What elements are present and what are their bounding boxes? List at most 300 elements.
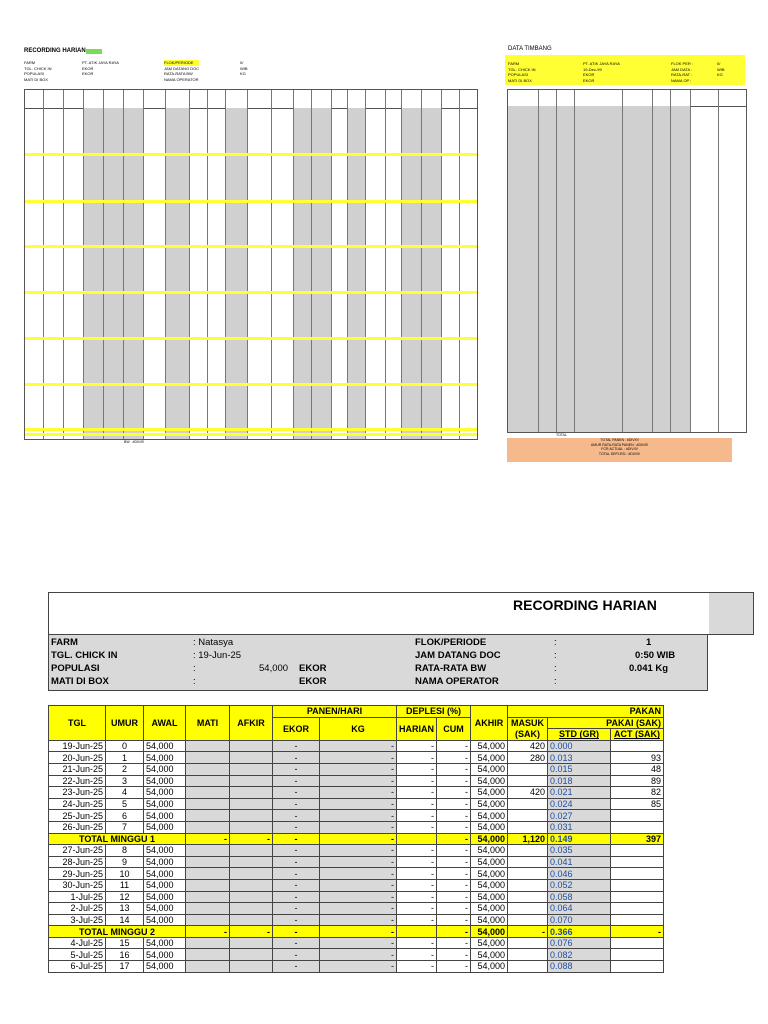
cell-afkir[interactable] [230,856,273,868]
cell-act[interactable]: - [611,926,664,938]
total-row [49,833,664,845]
table-row [49,891,664,903]
col-cum: CUM [437,717,471,740]
cell-umur[interactable]: 16 [106,949,144,961]
cell-mati[interactable] [186,775,230,787]
cell-ekor[interactable]: - [273,949,320,961]
thumb-summary-box: TOTAL PANEN : #DIV/0! UMUR RATA-RATA PANEN : #DIV/0! FCR ACTUAL : #DIV/0! TOTAL DEPLESI : #DIV/0! [507,438,732,462]
cell-tgl[interactable]: 1-Jul-25 [49,891,106,903]
cell-ekor[interactable]: - [273,961,320,973]
cell-kg[interactable]: - [320,833,397,845]
cell-ekor[interactable]: - [273,879,320,891]
table-row [49,914,664,926]
cell-tgl[interactable]: 4-Jul-25 [49,937,106,949]
cell-masuk[interactable] [508,937,548,949]
sheet-header [48,592,754,635]
cell-afkir[interactable] [230,879,273,891]
cell-tgl[interactable]: 6-Jul-25 [49,961,106,973]
col-pakai: PAKAI (SAK) [548,717,664,729]
cell-afkir[interactable] [230,845,273,857]
cell-harian[interactable]: - [397,868,437,880]
cell-akhir[interactable]: 54,000 [471,868,508,880]
cell-std[interactable]: 0.024 [548,798,611,810]
thumb-title: RECORDING HARIAN [24,48,86,54]
cell-afkir[interactable]: - [230,833,273,845]
cell-mati[interactable] [186,798,230,810]
cell-cum[interactable]: - [437,903,471,915]
cell-umur[interactable]: 5 [106,798,144,810]
table-row [49,821,664,833]
cell-masuk[interactable] [508,845,548,857]
cell-cum[interactable]: - [437,926,471,938]
cell-afkir[interactable] [230,752,273,764]
cell-ekor[interactable]: - [273,856,320,868]
cell-harian[interactable]: - [397,891,437,903]
cell-ekor[interactable]: - [273,798,320,810]
cell-cum[interactable]: - [437,914,471,926]
cell-masuk[interactable] [508,821,548,833]
cell-act[interactable] [611,879,664,891]
cell-afkir[interactable] [230,891,273,903]
col-panen: PANEN/HARI [273,706,397,718]
cell-act[interactable] [611,937,664,949]
cell-akhir[interactable]: 54,000 [471,752,508,764]
cell-afkir[interactable] [230,949,273,961]
cell-act[interactable] [611,949,664,961]
cell-mati[interactable] [186,891,230,903]
cell-harian[interactable]: - [397,949,437,961]
cell-ekor[interactable]: - [273,937,320,949]
cell-afkir[interactable] [230,868,273,880]
cell-std[interactable]: 0.046 [548,868,611,880]
cell-harian[interactable]: - [397,845,437,857]
cell-masuk[interactable] [508,879,548,891]
cell-kg[interactable]: - [320,856,397,868]
col-umur: UMUR [106,706,144,741]
cell-std[interactable]: 0.058 [548,891,611,903]
cell-std[interactable]: 0.015 [548,763,611,775]
cell-harian[interactable]: - [397,798,437,810]
cell-awal[interactable]: 54,000 [144,752,186,764]
cell-std[interactable]: 0.018 [548,775,611,787]
cell-afkir[interactable] [230,961,273,973]
cell-afkir[interactable] [230,810,273,822]
cell-cum[interactable]: - [437,763,471,775]
cell-masuk[interactable] [508,775,548,787]
cell-ekor[interactable]: - [273,914,320,926]
cell-awal[interactable]: 54,000 [144,856,186,868]
cell-ekor[interactable]: - [273,821,320,833]
cell-masuk[interactable] [508,961,548,973]
cell-masuk[interactable] [508,891,548,903]
thumb-meta-mid-values: 0/ WIB KG [240,60,248,77]
cell-cum[interactable]: - [437,891,471,903]
cell-kg[interactable]: - [320,879,397,891]
cell-kg[interactable]: - [320,798,397,810]
cell-tgl[interactable]: 27-Jun-25 [49,845,106,857]
cell-akhir[interactable]: 54,000 [471,833,508,845]
cell-akhir[interactable]: 54,000 [471,787,508,799]
cell-mati[interactable] [186,845,230,857]
table-row [49,961,664,973]
cell-masuk[interactable] [508,856,548,868]
cell-harian[interactable]: - [397,821,437,833]
cell-awal[interactable]: 54,000 [144,787,186,799]
cell-mati[interactable] [186,961,230,973]
cell-awal[interactable]: 54,000 [144,903,186,915]
cell-awal[interactable]: 54,000 [144,775,186,787]
jam-doc-label: JAM DATANG DOC [415,650,501,661]
cell-harian[interactable]: - [397,740,437,752]
cell-ekor[interactable]: - [273,891,320,903]
cell-std[interactable]: 0.013 [548,752,611,764]
cell-afkir[interactable] [230,740,273,752]
rata-bw-label: RATA-RATA BW [415,663,487,674]
cell-kg[interactable]: - [320,949,397,961]
cell-kg[interactable]: - [320,740,397,752]
cell-harian[interactable]: - [397,914,437,926]
cell-akhir[interactable]: 54,000 [471,879,508,891]
cell-afkir[interactable] [230,937,273,949]
cell-masuk[interactable]: 420 [508,787,548,799]
cell-kg[interactable]: - [320,868,397,880]
cell-cum[interactable]: - [437,868,471,880]
cell-akhir[interactable]: 54,000 [471,810,508,822]
cell-act[interactable] [611,821,664,833]
cell-akhir[interactable]: 54,000 [471,763,508,775]
thumb-main-grid [24,89,478,440]
thumb-right-total: TOTAL [556,433,567,437]
col-akhir: AKHIR [471,706,508,741]
cell-ekor[interactable]: - [273,833,320,845]
cell-mati[interactable] [186,868,230,880]
cell-std[interactable]: 0.035 [548,845,611,857]
cell-akhir[interactable]: 54,000 [471,891,508,903]
cell-mati[interactable] [186,752,230,764]
cell-akhir[interactable]: 54,000 [471,856,508,868]
cell-cum[interactable]: - [437,961,471,973]
cell-awal[interactable]: 54,000 [144,879,186,891]
cell-act[interactable]: 93 [611,752,664,764]
cell-ekor[interactable]: - [273,763,320,775]
thumb-right-title: DATA TIMBANG [508,46,552,52]
cell-ekor[interactable]: - [273,740,320,752]
cell-afkir[interactable] [230,903,273,915]
cell-harian[interactable]: - [397,787,437,799]
cell-tgl[interactable]: 22-Jun-25 [49,775,106,787]
cell-std[interactable]: 0.366 [548,926,611,938]
cell-act[interactable] [611,856,664,868]
thumb-right-grid [507,89,747,433]
table-row [49,740,664,752]
cell-harian[interactable] [397,833,437,845]
cell-umur[interactable]: 0 [106,740,144,752]
cell-awal[interactable]: 54,000 [144,891,186,903]
cell-awal[interactable]: 54,000 [144,868,186,880]
cell-awal[interactable]: 54,000 [144,740,186,752]
cell-tgl[interactable]: 25-Jun-25 [49,810,106,822]
cell-akhir[interactable]: 54,000 [471,775,508,787]
mati-box-label: MATI DI BOX [51,676,109,687]
cell-masuk[interactable] [508,914,548,926]
cell-tgl[interactable]: 2-Jul-25 [49,903,106,915]
cell-tgl[interactable]: 5-Jul-25 [49,949,106,961]
farm-value: : Natasya [193,637,234,648]
cell-akhir[interactable]: 54,000 [471,845,508,857]
cell-afkir[interactable] [230,914,273,926]
cell-umur[interactable]: 15 [106,937,144,949]
cell-std[interactable]: 0.031 [548,821,611,833]
cell-std[interactable]: 0.070 [548,914,611,926]
cell-mati[interactable]: - [186,833,230,845]
cell-std[interactable]: 0.041 [548,856,611,868]
cell-awal[interactable]: 54,000 [144,821,186,833]
cell-act[interactable]: 82 [611,787,664,799]
cell-kg[interactable]: - [320,752,397,764]
cell-akhir[interactable]: 54,000 [471,914,508,926]
cell-afkir[interactable] [230,763,273,775]
cell-mati[interactable] [186,903,230,915]
sheet-info-block: FARM : Natasya TGL. CHICK IN : 19-Jun-25 POPULASI : 54,000 EKOR MATI DI BOX : EKOR FLOK/PERIODE : 1 JAM DATANG DOC : 0:50 WIB RATA-RATA BW : 0.041 Kg NAMA OPERATOR : [48,635,708,691]
cell-harian[interactable]: - [397,937,437,949]
cell-umur[interactable]: 10 [106,868,144,880]
cell-afkir[interactable] [230,798,273,810]
cell-kg[interactable]: - [320,926,397,938]
cell-kg[interactable]: - [320,961,397,973]
col-std: STD (GR) [548,729,611,741]
cell-mati[interactable] [186,763,230,775]
cell-cum[interactable]: - [437,740,471,752]
col-masuk: MASUK (SAK) [508,717,548,740]
cell-ekor[interactable]: - [273,903,320,915]
cell-umur[interactable]: 12 [106,891,144,903]
table-row [49,798,664,810]
cell-mati[interactable] [186,856,230,868]
cell-kg[interactable]: - [320,845,397,857]
cell-std[interactable]: 0.052 [548,879,611,891]
cell-harian[interactable]: - [397,763,437,775]
cell-akhir[interactable]: 54,000 [471,821,508,833]
cell-kg[interactable]: - [320,763,397,775]
cell-awal[interactable]: 54,000 [144,949,186,961]
recording-table-body [49,740,664,972]
cell-act[interactable] [611,810,664,822]
cell-umur[interactable]: 2 [106,763,144,775]
cell-tgl[interactable]: 30-Jun-25 [49,879,106,891]
cell-ekor[interactable]: - [273,810,320,822]
cell-act[interactable] [611,914,664,926]
cell-masuk[interactable] [508,763,548,775]
cell-total-label: TOTAL MINGGU 1 [49,833,186,845]
cell-umur[interactable]: 8 [106,845,144,857]
cell-act[interactable]: 397 [611,833,664,845]
cell-tgl[interactable]: 26-Jun-25 [49,821,106,833]
cell-masuk[interactable]: 420 [508,740,548,752]
cell-harian[interactable]: - [397,856,437,868]
chick-in-value: : 19-Jun-25 [193,650,242,661]
cell-mati[interactable] [186,821,230,833]
cell-kg[interactable]: - [320,810,397,822]
cell-cum[interactable]: - [437,879,471,891]
cell-awal[interactable]: 54,000 [144,961,186,973]
cell-cum[interactable]: - [437,752,471,764]
cell-act[interactable]: 85 [611,798,664,810]
cell-awal[interactable]: 54,000 [144,914,186,926]
cell-tgl[interactable]: 23-Jun-25 [49,787,106,799]
thumb-title-highlight [86,49,102,54]
rata-bw-value: 0.041 Kg [629,663,669,674]
cell-harian[interactable]: - [397,903,437,915]
cell-kg[interactable]: - [320,787,397,799]
cell-act[interactable] [611,961,664,973]
cell-tgl[interactable]: 3-Jul-25 [49,914,106,926]
cell-awal[interactable]: 54,000 [144,937,186,949]
cell-umur[interactable]: 1 [106,752,144,764]
cell-harian[interactable]: - [397,961,437,973]
cell-akhir[interactable]: 54,000 [471,740,508,752]
cell-act[interactable] [611,868,664,880]
cell-tgl[interactable]: 24-Jun-25 [49,798,106,810]
cell-cum[interactable]: - [437,821,471,833]
cell-harian[interactable]: - [397,879,437,891]
thumb-foot-note: BW #DIV/0! [124,440,145,444]
cell-harian[interactable]: - [397,752,437,764]
total-row [49,926,664,938]
cell-umur[interactable]: 13 [106,903,144,915]
cell-cum[interactable]: - [437,845,471,857]
cell-mati[interactable]: - [186,926,230,938]
cell-tgl[interactable]: 28-Jun-25 [49,856,106,868]
cell-awal[interactable]: 54,000 [144,845,186,857]
cell-act[interactable] [611,891,664,903]
cell-mati[interactable] [186,810,230,822]
cell-mati[interactable] [186,914,230,926]
cell-act[interactable] [611,845,664,857]
table-row [49,868,664,880]
cell-act[interactable] [611,903,664,915]
thumb-meta-left: FARM TGL. CHICK IN POPULASI MATI DI BOX [24,60,52,82]
cell-tgl[interactable]: 20-Jun-25 [49,752,106,764]
cell-kg[interactable]: - [320,914,397,926]
chick-in-label: TGL. CHICK IN [51,650,118,661]
cell-ekor[interactable]: - [273,845,320,857]
cell-mati[interactable] [186,879,230,891]
cell-awal[interactable]: 54,000 [144,810,186,822]
cell-afkir[interactable] [230,821,273,833]
cell-awal[interactable]: 54,000 [144,798,186,810]
cell-act[interactable] [611,740,664,752]
cell-std[interactable]: 0.027 [548,810,611,822]
cell-cum[interactable]: - [437,856,471,868]
cell-ekor[interactable]: - [273,752,320,764]
cell-akhir[interactable]: 54,000 [471,798,508,810]
cell-std[interactable]: 0.064 [548,903,611,915]
cell-masuk[interactable] [508,810,548,822]
cell-std[interactable]: 0.021 [548,787,611,799]
col-harian: HARIAN [397,717,437,740]
cell-cum[interactable]: - [437,949,471,961]
col-kg: KG [320,717,397,740]
cell-mati[interactable] [186,740,230,752]
cell-ekor[interactable]: - [273,926,320,938]
cell-cum[interactable]: - [437,798,471,810]
cell-umur[interactable]: 4 [106,787,144,799]
cell-ekor[interactable]: - [273,775,320,787]
cell-mati[interactable] [186,937,230,949]
cell-kg[interactable]: - [320,903,397,915]
cell-umur[interactable]: 3 [106,775,144,787]
cell-masuk[interactable] [508,868,548,880]
table-row [49,949,664,961]
cell-tgl[interactable]: 19-Jun-25 [49,740,106,752]
cell-masuk[interactable] [508,798,548,810]
cell-akhir[interactable]: 54,000 [471,949,508,961]
cell-act[interactable]: 48 [611,763,664,775]
cell-masuk[interactable] [508,949,548,961]
cell-act[interactable]: 89 [611,775,664,787]
cell-afkir[interactable]: - [230,926,273,938]
cell-ekor[interactable]: - [273,787,320,799]
cell-std[interactable]: 0.082 [548,949,611,961]
sheet-title: RECORDING HARIAN [513,597,657,613]
cell-umur[interactable]: 9 [106,856,144,868]
cell-kg[interactable]: - [320,821,397,833]
cell-cum[interactable]: - [437,775,471,787]
cell-umur[interactable]: 17 [106,961,144,973]
table-row [49,763,664,775]
cell-afkir[interactable] [230,775,273,787]
cell-cum[interactable]: - [437,787,471,799]
cell-masuk[interactable] [508,903,548,915]
cell-kg[interactable]: - [320,937,397,949]
cell-cum[interactable]: - [437,937,471,949]
cell-mati[interactable] [186,787,230,799]
cell-std[interactable]: 0.088 [548,961,611,973]
cell-masuk[interactable]: - [508,926,548,938]
cell-std[interactable]: 0.076 [548,937,611,949]
cell-tgl[interactable]: 21-Jun-25 [49,763,106,775]
cell-akhir[interactable]: 54,000 [471,961,508,973]
cell-umur[interactable]: 11 [106,879,144,891]
cell-harian[interactable]: - [397,775,437,787]
table-row [49,903,664,915]
cell-kg[interactable]: - [320,891,397,903]
cell-tgl[interactable]: 29-Jun-25 [49,868,106,880]
cell-awal[interactable]: 54,000 [144,763,186,775]
cell-harian[interactable] [397,926,437,938]
cell-umur[interactable]: 14 [106,914,144,926]
cell-total-label: TOTAL MINGGU 2 [49,926,186,938]
cell-umur[interactable]: 7 [106,821,144,833]
cell-akhir[interactable]: 54,000 [471,926,508,938]
cell-akhir[interactable]: 54,000 [471,903,508,915]
cell-ekor[interactable]: - [273,868,320,880]
cell-cum[interactable]: - [437,833,471,845]
cell-cum[interactable]: - [437,810,471,822]
table-row [49,879,664,891]
cell-mati[interactable] [186,949,230,961]
cell-harian[interactable]: - [397,810,437,822]
cell-std[interactable]: 0.149 [548,833,611,845]
cell-akhir[interactable]: 54,000 [471,937,508,949]
cell-std[interactable]: 0.000 [548,740,611,752]
mati-box-unit: EKOR [299,676,327,687]
cell-kg[interactable]: - [320,775,397,787]
cell-masuk[interactable]: 1,120 [508,833,548,845]
cell-masuk[interactable]: 280 [508,752,548,764]
cell-afkir[interactable] [230,787,273,799]
cell-umur[interactable]: 6 [106,810,144,822]
